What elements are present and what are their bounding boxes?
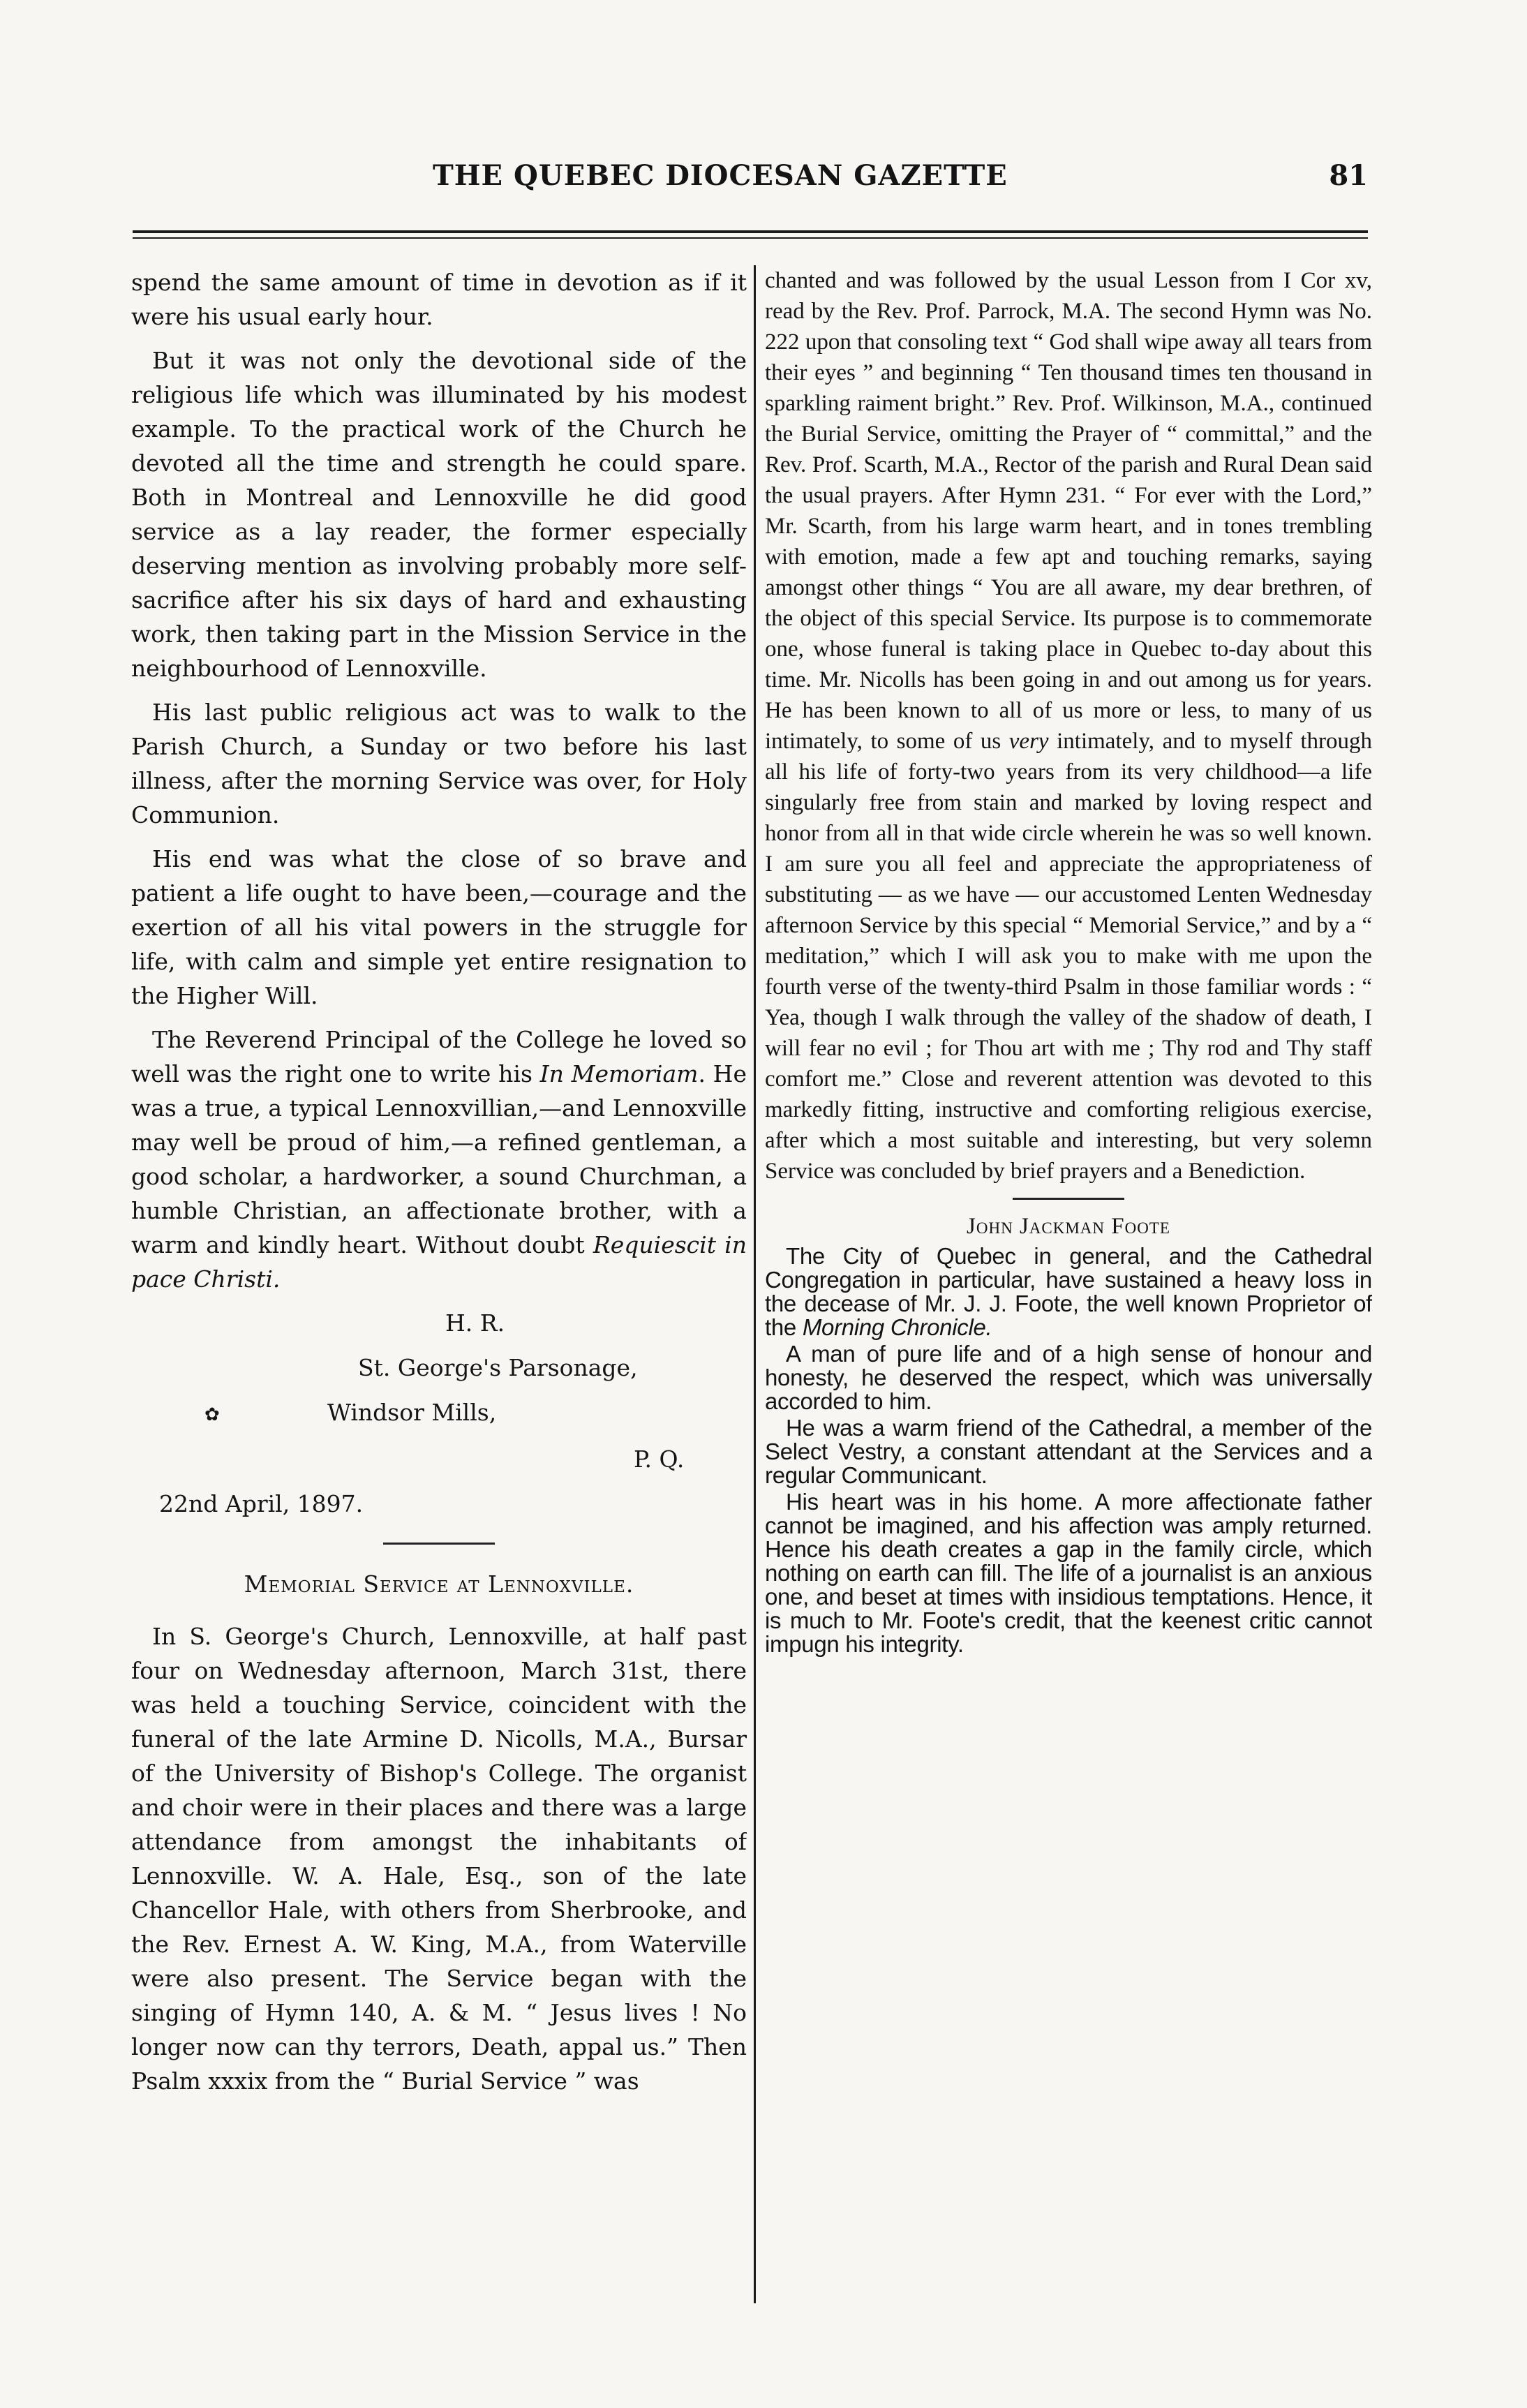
principal-paragraph: The Reverend Principal of the College he loved so well was the right one to write his In Memoriam. He was a true, a typical Lennoxvillian,—and Lennoxville may well be proud of him,—a refined gentleman, a good scholar, a hardworker, a sound Churchman, a humble Christian, an affectionate brother, with a warm and kindly heart. Without doubt Requiescit in pace Christi. <box>131 1026 747 1293</box>
paragraph: The City of Quebec in general, and the Cathedral Congregation in particular, have sustained a heavy loss in the decease of Mr. J. J. Foote, the well known Proprietor of the Morning Chronicle. <box>765 1243 1372 1340</box>
signature-block <box>131 1306 747 1522</box>
morning-chronicle-italic: Morning Chronicle. <box>802 1314 992 1340</box>
signature-place: P. Q. <box>634 1445 685 1473</box>
memorial-section <box>131 1619 747 2098</box>
paragraph: spend the same amount of time in devotion as if it were his usual early hour. <box>131 269 747 330</box>
right-column <box>765 265 1372 2359</box>
memorial-heading: Memorial Service at Lennoxville. <box>244 1570 634 1598</box>
signature-date: 22nd April, 1897. <box>159 1490 364 1517</box>
page-number: 81 <box>1329 159 1368 192</box>
section-divider <box>383 1543 495 1545</box>
page-header <box>133 159 1375 201</box>
running-title: THE QUEBEC DIOCESAN GAZETTE <box>433 159 1008 192</box>
very-italic: very <box>1008 729 1049 754</box>
paragraph: But it was not only the devotional side of the religious life which was illuminated by his modest example. To the practical work of the Church he devoted all the time and strength he could spare. Both in Montreal and Lennoxville he did good service as a lay reader, the former especially deserving mention as involving probably more self-sacrifice after his six days of hard and exhausting work, then taking part in the Mission Service in the neighbourhood of Lennoxville. <box>131 347 747 682</box>
section-divider <box>1013 1198 1124 1200</box>
signature-place: ✿ Windsor Mills, <box>131 1395 747 1432</box>
left-column <box>131 265 747 2303</box>
flower-ornament-icon: ✿ <box>204 1404 220 1425</box>
header-rule-thick <box>133 230 1368 233</box>
paragraph: In S. George's Church, Lennoxville, at half past four on Wednesday afternoon, March 31st, there was held a touching Service, coincident with the funeral of the late Armine D. Nicolls, M.A., Bursar of the University of Bishop's College. The organist and choir were in their places and there was a large attendance from amongst the inhabitants of Lennoxville. W. A. Hale, Esq., son of the late Chancellor Hale, with others from Sherbrooke, and the Rev. Ernest A. W. King, M.A., from Waterville were also present. The Service began with the singing of Hymn 140, A. & M. “ Jesus lives ! No longer now can thy terrors, Death, appal us.” Then Psalm xxxix from the “ Burial Service ” was <box>131 1623 747 2095</box>
paragraph: chanted and was followed by the usual Lesson from I Cor xv, read by the Rev. Prof. Parrock, M.A. The second Hymn was No. 222 upon that consoling text “ God shall wipe away all tears from their eyes ” and beginning “ Ten thousand times ten thousand in sparkling raiment bright.” Rev. Prof. Wilkinson, M.A., continued the Burial Service, omitting the Prayer of “ committal,” and the Rev. Prof. Scarth, M.A., Rector of the parish and Rural Dean said the usual prayers. After Hymn 231. “ For ever with the Lord,” Mr. Scarth, from his large warm heart, and in tones trembling with emotion, made a few apt and touching remarks, saying amongst other things “ You are all aware, my dear brethren, of the object of this special Service. Its purpose is to commemorate one, whose funeral is taking place in Quebec to-day about this time. Mr. Nicolls has been going in and out among us for years. He has been known to all of us more or less, to many of us intimately, to some of us very intimately, and to myself through all his life of forty-two years from its very childhood—a life singularly free from stain and marked by loving respect and honor from all in that wide circle wherein he was so well known. I am sure you all feel and appreciate the appropriateness of substituting — as we have — our accustomed Lenten Wednesday afternoon Service by this special “ Memorial Service,” and by a “ meditation,” which I will ask you to make with me upon the fourth verse of the twenty-third Psalm in those familiar words : “ Yea, though I walk through the valley of the shadow of death, I will fear no evil ; for Thou art with me ; Thy rod and Thy staff comfort me.” Close and reverent attention was devoted to this markedly fitting, instructive and comforting religious exercise, after which a most suitable and interesting, but very solemn Service was concluded by brief prayers and a Benediction. <box>765 268 1372 1184</box>
foote-section <box>765 1244 1372 1656</box>
signature-place: St. George's Parsonage, <box>358 1354 638 1381</box>
paragraph: He was a warm friend of the Cathedral, a member of the Select Vestry, a constant attendant at the Services and a regular Communicant. <box>765 1415 1372 1488</box>
paragraph: His end was what the close of so brave and patient a life ought to have been,—courage and the exertion of all his vital powers in the struggle for life, with calm and simple yet entire resignation to the Higher Will. <box>131 845 747 1009</box>
in-memoriam-italic: In Memoriam <box>539 1060 699 1087</box>
paragraph: A man of pure life and of a high sense of honour and honesty, he deserved the respect, which was universally accorded to him. <box>765 1341 1372 1414</box>
requiescit-italic: Requiescit in pace Christi. <box>131 1231 747 1293</box>
header-rule-thin <box>133 237 1368 239</box>
signature-initials: H. R. <box>445 1309 505 1337</box>
paragraph: His last public religious act was to walk to the Parish Church, a Sunday or two before his last illness, after the morning Service was over, for Holy Communion. <box>131 699 747 828</box>
column-divider <box>754 265 756 2303</box>
paragraph: His heart was in his home. A more affectionate father cannot be imagined, and his affection was amply returned. Hence his death creates a gap in the family circle, which nothing on earth can fill. The life of a journalist is an anxious one, and beset at times with insidious temptations. Hence, it is much to Mr. Foote's credit, that the keenest critic cannot impugn his integrity. <box>765 1489 1372 1657</box>
foote-heading: John Jackman Foote <box>967 1214 1170 1239</box>
